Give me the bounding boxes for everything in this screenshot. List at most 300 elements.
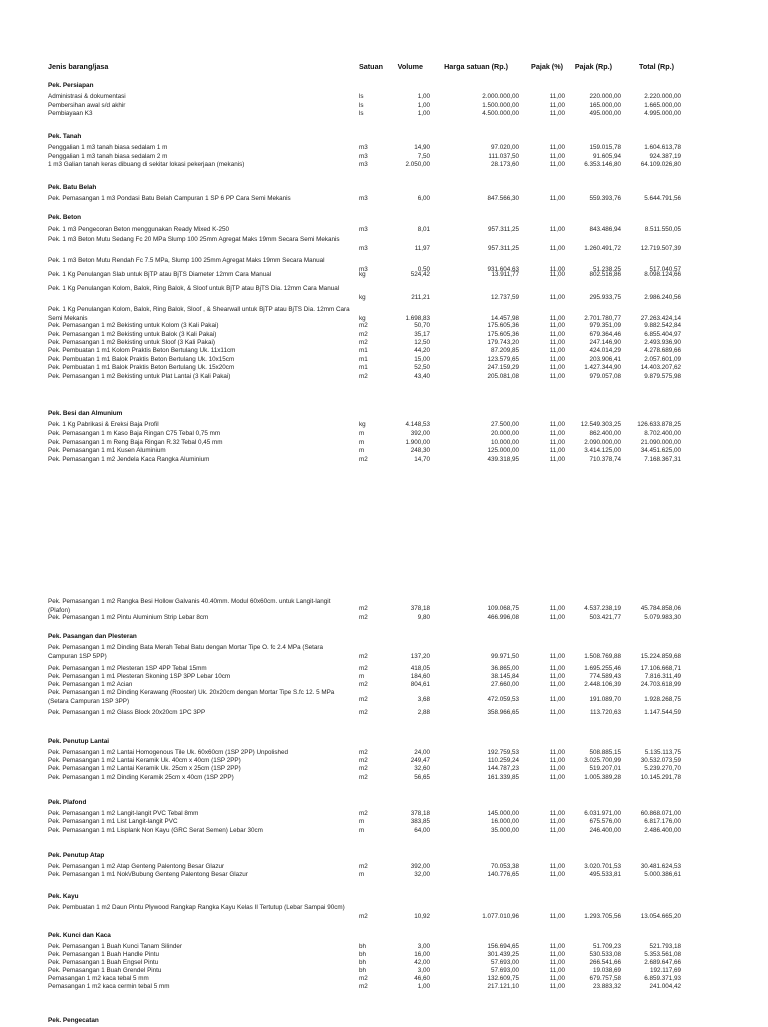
- cell-harga: 110.259,24: [487, 757, 519, 764]
- cell-volume: 1,00: [417, 102, 430, 109]
- cell-total: 5.239.270,70: [644, 765, 681, 772]
- cell-pajak-pct: 11,00: [549, 144, 565, 151]
- cell-satuan: m: [359, 430, 365, 437]
- cell-pajak-pct: 11,00: [549, 347, 565, 354]
- item-description: Pek. Pemasangan 1 m2 Acian: [48, 681, 133, 688]
- cell-pajak-pct: 11,00: [549, 749, 565, 756]
- cell-harga: 4.500.000,00: [482, 110, 519, 117]
- cell-pajak-rp: 675.576,00: [589, 818, 621, 825]
- cell-satuan: ls: [359, 110, 364, 117]
- cell-satuan: m: [359, 871, 365, 878]
- cell-satuan: m: [359, 439, 365, 446]
- cell-volume: 10,92: [414, 913, 430, 920]
- cell-satuan: m2: [359, 373, 368, 380]
- cell-satuan: bh: [359, 959, 367, 966]
- cell-volume: 1,00: [417, 93, 430, 100]
- cell-total: 5.135.113,75: [644, 749, 681, 756]
- cell-satuan: bh: [359, 967, 367, 974]
- cell-satuan: ls: [359, 102, 364, 109]
- cell-volume: 14,90: [414, 144, 430, 151]
- cell-pajak-rp: 679.757,58: [589, 975, 621, 982]
- cell-total: 34.451.625,00: [640, 447, 681, 454]
- table-row: [0, 904, 768, 922]
- item-description: Pek. Pemasangan 1 m2 Langit-langit PVC Tebal 8mm: [48, 810, 199, 817]
- table-row: [0, 430, 768, 439]
- cell-volume: 0,50: [417, 266, 430, 273]
- cell-harga: 957.311,25: [487, 245, 519, 252]
- cell-pajak-rp: 247.146,90: [589, 339, 621, 346]
- cell-total: 9.879.575,98: [644, 373, 681, 380]
- cell-satuan: m: [359, 827, 365, 834]
- cell-total: 64.109.026,80: [640, 161, 681, 168]
- cell-satuan: m2: [359, 749, 368, 756]
- cell-pajak-pct: 11,00: [549, 605, 565, 612]
- cell-pajak-pct: 11,00: [549, 356, 565, 363]
- item-description: Pek. Pemasangan 1 m2 Glass Block 20x20cm 1PC 3PP: [48, 709, 206, 716]
- section-title: [0, 184, 768, 194]
- cell-pajak-pct: 11,00: [549, 765, 565, 772]
- cell-satuan: m3: [359, 144, 368, 151]
- section-title: [0, 893, 768, 903]
- cell-total: 2.689.647,66: [644, 959, 681, 966]
- cell-harga: 1.500.000,00: [482, 102, 519, 109]
- table-row: [0, 818, 768, 827]
- cell-pajak-rp: 843.486,94: [589, 226, 621, 233]
- cell-harga: 57.693,00: [490, 959, 519, 966]
- cell-total: 126.633.878,25: [637, 421, 681, 428]
- table-row: [0, 774, 768, 783]
- cell-pajak-rp: 530.533,08: [589, 951, 621, 958]
- section-title: [0, 799, 768, 809]
- cell-total: 8.098.124,66: [644, 271, 681, 278]
- cell-satuan: kg: [359, 271, 366, 278]
- section-title-text: Pek. Besi dan Almunium: [48, 410, 123, 417]
- cell-volume: 9,80: [417, 614, 430, 621]
- cell-pajak-pct: 11,00: [549, 673, 565, 680]
- cell-harga: 10.000,00: [490, 439, 519, 446]
- cell-pajak-pct: 11,00: [549, 959, 565, 966]
- cell-pajak-rp: 862.400,00: [589, 430, 621, 437]
- cell-pajak-pct: 11,00: [549, 226, 565, 233]
- section-title-text: Pek. Penutup Atap: [48, 852, 105, 859]
- cell-total: 21.090.000,00: [640, 439, 681, 446]
- cell-pajak-rp: 246.400,00: [589, 827, 621, 834]
- cell-pajak-rp: 6.031.971,00: [584, 810, 621, 817]
- cell-total: 2.486.400,00: [644, 827, 681, 834]
- cell-volume: 52,50: [414, 364, 430, 371]
- table-row: [0, 373, 768, 382]
- cell-pajak-pct: 11,00: [549, 863, 565, 870]
- table-row: [0, 161, 768, 170]
- cell-pajak-pct: 11,00: [549, 696, 565, 703]
- cell-harga: 132.609,75: [487, 975, 519, 982]
- cell-total: 14.403.207,62: [640, 364, 681, 371]
- cell-total: 1.604.613,78: [644, 144, 681, 151]
- item-description: Pek. Pemasangan 1 m2 Bekisting untuk Sloof (3 Kali Pakai): [48, 339, 215, 346]
- cell-total: 13.054.665,20: [640, 913, 681, 920]
- section-title-text: Pek. Persiapan: [48, 82, 94, 89]
- table-row: [0, 447, 768, 456]
- cell-harga: 144.787,23: [487, 765, 519, 772]
- table-row: [0, 689, 768, 705]
- cell-pajak-rp: 508.885,15: [589, 749, 621, 756]
- cell-volume: 6,00: [417, 195, 430, 202]
- cell-pajak-pct: 11,00: [549, 447, 565, 454]
- item-description: Pek. Pemasangan 1 m2 Lantai Keramik Uk. 40cm x 40cm (1SP 2PP): [48, 757, 241, 764]
- cell-pajak-pct: 11,00: [549, 364, 565, 371]
- cell-satuan: m2: [359, 983, 368, 990]
- cell-satuan: m2: [359, 339, 368, 346]
- cell-satuan: m3: [359, 245, 368, 252]
- item-description: Pek. Pemasangan 1 Buah Engsel Pintu: [48, 959, 159, 966]
- cell-volume: 50,70: [414, 322, 430, 329]
- item-description: Pek. Pemasangan 1 m2 Rangka Besi Hollow Galvanis 40.40mm. Modul 60x60cm. untuk Langit-langit (Plafon): [48, 598, 331, 614]
- cell-harga: 125.000,00: [487, 447, 519, 454]
- cell-pajak-rp: 3.025.700,99: [584, 757, 621, 764]
- cell-harga: 27.500,00: [490, 421, 519, 428]
- cell-satuan: m: [359, 673, 365, 680]
- cell-satuan: m3: [359, 195, 368, 202]
- cell-total: 60.868.071,00: [640, 810, 681, 817]
- cell-pajak-rp: 1.005.389,28: [584, 774, 621, 781]
- cell-pajak-pct: 11,00: [549, 681, 565, 688]
- cell-harga: 847.566,30: [487, 195, 519, 202]
- cell-volume: 383,85: [410, 818, 430, 825]
- cell-satuan: bh: [359, 951, 367, 958]
- cell-volume: 24,00: [414, 749, 430, 756]
- cell-total: 1.928.268,75: [644, 696, 681, 703]
- section-title-text: Pek. Kayu: [48, 893, 79, 900]
- cell-pajak-rp: 191.089,70: [589, 696, 621, 703]
- cell-pajak-rp: 4.537.238,19: [584, 605, 621, 612]
- cell-satuan: m2: [359, 975, 368, 982]
- cell-harga: 358.966,65: [487, 709, 519, 716]
- table-row: [0, 709, 768, 718]
- cell-pajak-rp: 295.933,75: [589, 294, 621, 301]
- item-description: Pek. Pemasangan 1 Buah Handle Pintu: [48, 951, 159, 958]
- item-description: Pembiayaan K3: [48, 110, 93, 117]
- cell-pajak-rp: 774.589,43: [589, 673, 621, 680]
- cell-total: 4.278.689,66: [644, 347, 681, 354]
- cell-total: 1.147.544,59: [644, 709, 681, 716]
- cell-pajak-rp: 559.393,76: [589, 195, 621, 202]
- cell-volume: 378,18: [410, 810, 430, 817]
- cell-satuan: m3: [359, 161, 368, 168]
- cell-total: 24.703.618,99: [640, 681, 681, 688]
- cell-total: 9.882.542,84: [644, 322, 681, 329]
- cell-total: 1.665.000,00: [644, 102, 681, 109]
- cell-pajak-rp: 710.378,74: [589, 456, 621, 463]
- cell-harga: 192.759,53: [487, 749, 519, 756]
- cell-harga: 111.037,50: [488, 153, 519, 160]
- item-description: Pek. 1 m3 Beton Mutu Sedang Fc 20 MPa Slump 100 25mm Agregat Maks 19mm Secara Semi Mekanis: [48, 236, 340, 243]
- item-description: Pek. Pemasangan 1 m1 Kusen Aluminium: [48, 447, 166, 454]
- cell-volume: 392,00: [410, 430, 430, 437]
- cell-harga: 179.743,20: [487, 339, 519, 346]
- item-description: Pek. Pemasangan 1 m2 Pintu Aluminium Strip Lebar 8cm: [48, 614, 209, 621]
- item-description: Pek. Pemasangan 1 Buah Grendel Pintu: [48, 967, 162, 974]
- cell-satuan: m2: [359, 614, 368, 621]
- cell-satuan: m: [359, 447, 365, 454]
- cell-volume: 392,00: [410, 863, 430, 870]
- cell-total: 2.220.000,00: [644, 93, 681, 100]
- cell-harga: 70.053,38: [490, 863, 519, 870]
- cell-satuan: m2: [359, 696, 368, 703]
- item-description: Administrasi & dokumentasi: [48, 93, 126, 100]
- cell-satuan: m2: [359, 765, 368, 772]
- cell-pajak-rp: 3.414.125,00: [584, 447, 621, 454]
- cell-pajak-pct: 11,00: [549, 322, 565, 329]
- cell-harga: 20.000,00: [490, 430, 519, 437]
- item-description: Pek. Pemasangan 1 m Kaso Baja Ringan C75 Tebal 0,75 mm: [48, 430, 221, 437]
- cell-volume: 35,17: [414, 331, 430, 338]
- item-description: Pek. Pemasangan 1 m1 Plesteran Skoning 1SP 3PP Lebar 10cm: [48, 673, 231, 680]
- cell-volume: 32,60: [414, 765, 430, 772]
- cell-total: 30.532.073,59: [640, 757, 681, 764]
- cell-volume: 2.050,00: [405, 161, 430, 168]
- cell-harga: 301.439,25: [487, 951, 519, 958]
- cell-volume: 16,00: [414, 951, 430, 958]
- item-description: Penggalian 1 m3 tanah biasa sedalam 1 m: [48, 144, 168, 151]
- item-description: Pek. Pemasangan 1 m1 Lisplank Non Kayu (GRC Serat Semen) Lebar 30cm: [48, 827, 263, 834]
- cell-harga: 36.865,00: [490, 665, 519, 672]
- cell-total: 2.493.936,90: [644, 339, 681, 346]
- cell-pajak-rp: 3.020.701,53: [584, 863, 621, 870]
- item-description: Pek. Pembuatan 1 m1 Balok Praktis Beton Bertulang Uk. 15x20cm: [48, 364, 235, 371]
- cell-total: 2.986.240,56: [644, 294, 681, 301]
- cell-pajak-rp: 519.207,01: [589, 765, 621, 772]
- header-harga: Harga satuan (Rp.): [444, 62, 508, 71]
- table-row: [0, 110, 768, 119]
- cell-harga: 931.604,63: [487, 266, 519, 273]
- cell-volume: 3,00: [417, 943, 430, 950]
- cell-satuan: ls: [359, 93, 364, 100]
- cell-pajak-rp: 6.353.146,80: [584, 161, 621, 168]
- cell-total: 924.387,19: [649, 153, 681, 160]
- cell-total: 192.117,69: [649, 967, 681, 974]
- cell-satuan: m2: [359, 665, 368, 672]
- cell-volume: 1.698,83: [405, 315, 430, 322]
- item-description: Pemasangan 1 m2 kaca cermin tebal 5 mm: [48, 983, 170, 990]
- cell-satuan: m1: [359, 356, 368, 363]
- cell-harga: 156.694,65: [487, 943, 519, 950]
- cell-total: 517.040,57: [649, 266, 681, 273]
- cell-pajak-pct: 11,00: [549, 315, 565, 322]
- cell-volume: 12,50: [414, 339, 430, 346]
- cell-pajak-rp: 2.701.780,77: [584, 315, 621, 322]
- cell-pajak-pct: 11,00: [549, 339, 565, 346]
- cell-volume: 184,60: [410, 673, 430, 680]
- cell-volume: 2,88: [417, 709, 430, 716]
- cell-total: 30.481.624,53: [640, 863, 681, 870]
- cell-total: 7.168.367,31: [644, 456, 681, 463]
- section-title: [0, 738, 768, 748]
- cell-harga: 466.996,08: [487, 614, 519, 621]
- cell-pajak-rp: 159.015,78: [589, 144, 621, 151]
- cell-pajak-rp: 1.293.705,56: [584, 913, 621, 920]
- cell-total: 27.263.424,14: [640, 315, 681, 322]
- cell-satuan: m2: [359, 709, 368, 716]
- table-row: [0, 93, 768, 102]
- section-title-text: Pek. Kunci dan Kaca: [48, 932, 111, 939]
- cell-satuan: m2: [359, 810, 368, 817]
- cell-pajak-rp: 679.364,46: [589, 331, 621, 338]
- cell-harga: 27.660,00: [490, 681, 519, 688]
- cell-total: 7.816.311,49: [644, 673, 681, 680]
- cell-pajak-pct: 11,00: [549, 195, 565, 202]
- cell-total: 8.511.550,05: [644, 226, 681, 233]
- cell-harga: 97.020,00: [490, 144, 519, 151]
- cell-pajak-pct: 11,00: [549, 913, 565, 920]
- cell-volume: 1,00: [417, 983, 430, 990]
- cell-volume: 64,00: [414, 827, 430, 834]
- cell-harga: 87.209,85: [490, 347, 519, 354]
- cell-harga: 123.579,65: [487, 356, 519, 363]
- cell-pajak-pct: 11,00: [549, 161, 565, 168]
- cell-pajak-rp: 113.720,63: [589, 709, 621, 716]
- item-description: Pek. 1 m3 Pengecoran Beton menggunakan Ready Mixed K-250: [48, 226, 229, 233]
- item-description: Pek. Pemasangan 1 m3 Pondasi Batu Belah Campuran 1 SP 6 PP Cara Semi Mekanis: [48, 195, 291, 202]
- cell-satuan: m1: [359, 364, 368, 371]
- table-row: [0, 322, 768, 331]
- header-total: Total (Rp.): [639, 62, 674, 71]
- cell-volume: 56,65: [414, 774, 430, 781]
- cell-harga: 28.173,60: [490, 161, 519, 168]
- cell-satuan: m2: [359, 774, 368, 781]
- cell-volume: 248,30: [410, 447, 430, 454]
- cell-total: 17.106.668,71: [640, 665, 681, 672]
- cell-pajak-pct: 11,00: [549, 439, 565, 446]
- cell-total: 5.644.791,56: [644, 195, 681, 202]
- cell-pajak-pct: 11,00: [549, 983, 565, 990]
- cell-pajak-pct: 11,00: [549, 665, 565, 672]
- cell-volume: 15,00: [414, 356, 430, 363]
- section-title-text: Pek. Tanah: [48, 133, 82, 140]
- cell-pajak-rp: 802.516,86: [589, 271, 621, 278]
- cell-total: 5.353.561,08: [644, 951, 681, 958]
- section-title-text: Pek. Beton: [48, 214, 82, 221]
- item-description: 1 m3 Galian tanah keras dibuang di sekitar lokasi pekerjaan (mekanis): [48, 161, 245, 168]
- cell-pajak-pct: 11,00: [549, 331, 565, 338]
- item-description: Pek. 1 Kg Penulangan Slab untuk BjTP atau BjTS Diameter 12mm Cara Manual: [48, 271, 272, 278]
- cell-volume: 3,68: [417, 696, 430, 703]
- cell-pajak-pct: 11,00: [549, 975, 565, 982]
- cell-pajak-rp: 91.605,94: [592, 153, 621, 160]
- cell-volume: 249,47: [410, 757, 430, 764]
- cell-volume: 211,21: [411, 294, 430, 301]
- section-title: [0, 1017, 768, 1027]
- cell-volume: 42,00: [414, 959, 430, 966]
- cell-pajak-rp: 1.427.344,90: [584, 364, 621, 371]
- cell-harga: 12.737,59: [490, 294, 519, 301]
- cell-satuan: m1: [359, 347, 368, 354]
- cell-total: 4.995.000,00: [644, 110, 681, 117]
- cell-total: 5.000.386,61: [644, 871, 681, 878]
- table-row: [0, 644, 768, 662]
- item-description: Pek. Pemasangan 1 m2 Dinding Kerawang (Rooster) Uk. 20x20cm dengan Mortar Tipe S.fc 12. 5 MPa (Setara Campuran 1SP 3PP): [48, 689, 335, 705]
- cell-harga: 175.605,36: [487, 331, 519, 338]
- cell-harga: 161.339,85: [487, 774, 519, 781]
- header-pajak-rp: Pajak (Rp.): [574, 62, 612, 71]
- cell-pajak-pct: 11,00: [549, 943, 565, 950]
- table-row: [0, 285, 768, 303]
- cell-pajak-pct: 11,00: [549, 818, 565, 825]
- header-volume: Volume: [397, 62, 423, 71]
- table-row: [0, 271, 768, 280]
- item-description: Pek. Pemasangan 1 m2 Lantai Homogenous Tile Uk. 60x60cm (1SP 2PP) Unpolished: [48, 749, 288, 756]
- cell-volume: 378,18: [410, 605, 430, 612]
- cell-pajak-pct: 11,00: [549, 456, 565, 463]
- cell-pajak-rp: 266.541,66: [589, 959, 621, 966]
- table-row: [0, 598, 768, 614]
- cell-pajak-rp: 503.421,77: [589, 614, 621, 621]
- cell-pajak-pct: 11,00: [549, 271, 565, 278]
- cell-pajak-rp: 2.448.106,39: [584, 681, 621, 688]
- table-row: [0, 765, 768, 774]
- table-row: [0, 456, 768, 465]
- cell-satuan: m2: [359, 456, 368, 463]
- cell-total: 10.145.291,78: [640, 774, 681, 781]
- item-description: Pek. Pembuatan 1 m1 Kolom Praktis Beton Bertulang Uk. 11x11cm: [48, 347, 236, 354]
- section-title-text: Pek. Plafond: [48, 799, 87, 806]
- cell-volume: 44,20: [414, 347, 430, 354]
- section-title-text: Pek. Penutup Lantai: [48, 738, 110, 745]
- cell-pajak-pct: 11,00: [549, 871, 565, 878]
- cell-harga: 1.077.010,96: [482, 913, 519, 920]
- item-description: Pek. Pemasangan 1 m Reng Baja Ringan R.32 Tebal 0,45 mm: [48, 439, 223, 446]
- cell-pajak-pct: 11,00: [549, 709, 565, 716]
- cell-pajak-pct: 11,00: [549, 93, 565, 100]
- cell-volume: 32,00: [414, 871, 430, 878]
- cell-harga: 2.000.000,00: [482, 93, 519, 100]
- cell-total: 45.784.858,06: [640, 605, 681, 612]
- item-description: Pek. Pemasangan 1 m2 Atap Genteng Palentong Besar Glazur: [48, 863, 225, 870]
- cell-satuan: m3: [359, 226, 368, 233]
- cell-pajak-pct: 11,00: [549, 757, 565, 764]
- item-description: Pek. 1 m3 Beton Mutu Rendah Fc 7.5 MPa, Slump 100 25mm Agregat Maks 19mm Secara Manual: [48, 257, 325, 264]
- section-title-text: Pek. Pasangan dan Plesteran: [48, 633, 137, 640]
- header-satuan: Satuan: [359, 62, 383, 71]
- table-row: [0, 614, 768, 623]
- cell-pajak-pct: 11,00: [549, 614, 565, 621]
- cell-pajak-rp: 12.549.303,25: [580, 421, 621, 428]
- header-desc: Jenis barang/jasa: [48, 62, 109, 71]
- cell-pajak-rp: 19.038,69: [592, 967, 621, 974]
- cell-pajak-pct: 11,00: [549, 967, 565, 974]
- section-title: [0, 82, 768, 92]
- cell-pajak-rp: 23.883,32: [592, 983, 621, 990]
- item-description: Pek. 1 Kg Penulangan Kolom, Balok, Ring Balok, & Sloof untuk BjTP atau BjTS Dia. 12mm Cara Manual: [48, 285, 340, 292]
- section-title: [0, 214, 768, 224]
- cell-harga: 957.311,25: [487, 226, 519, 233]
- table-header: [0, 62, 768, 74]
- cell-pajak-rp: 165.000,00: [589, 102, 621, 109]
- cell-volume: 418,05: [410, 665, 430, 672]
- cell-pajak-pct: 11,00: [549, 294, 565, 301]
- cell-volume: 3,00: [417, 967, 430, 974]
- cell-pajak-rp: 1.695.255,46: [584, 665, 621, 672]
- cell-pajak-pct: 11,00: [549, 266, 565, 273]
- table-row: [0, 364, 768, 373]
- cell-volume: 137,20: [410, 653, 430, 660]
- cell-volume: 46,60: [414, 975, 430, 982]
- item-description: Pek. Pemasangan 1 m1 Nok\/Bubung Genteng Palentong Besar Glazur: [48, 871, 248, 878]
- table-row: [0, 236, 768, 254]
- cell-total: 12.719.507,39: [640, 245, 681, 252]
- cell-volume: 1,00: [417, 110, 430, 117]
- cell-harga: 247.159,29: [487, 364, 519, 371]
- table-row: [0, 226, 768, 235]
